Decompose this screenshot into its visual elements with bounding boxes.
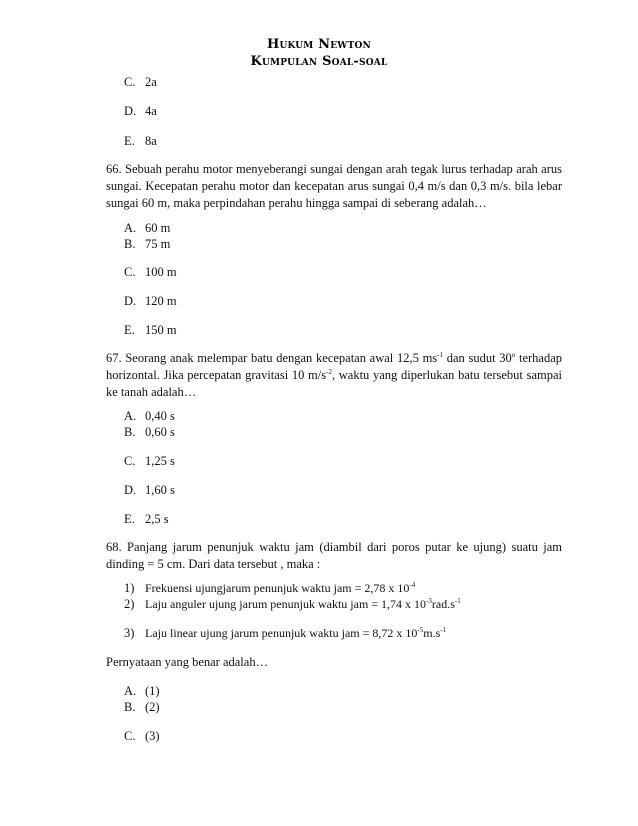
option-letter: D. — [124, 104, 137, 118]
option-letter: C. — [124, 75, 136, 89]
statement-text: Laju anguler ujung jarum penunjuk waktu jam = 1,74 x $10^{-3}rad.s^{-1}$ — [145, 597, 461, 611]
option-letter: C. — [124, 454, 136, 468]
header-title: Hukum Newton — [267, 37, 371, 52]
question-68-prompt: Pernyataan yang benar adalah… — [106, 655, 269, 669]
option-text: 2a — [145, 75, 157, 89]
option-text: 150 m — [145, 323, 177, 337]
option-text: (2) — [145, 700, 160, 714]
option-text: 75 m — [145, 237, 171, 251]
option-letter: E. — [124, 134, 135, 148]
option-letter: E. — [124, 323, 135, 337]
option-text: 8a — [145, 134, 157, 148]
option-letter: A. — [124, 684, 137, 698]
option-letter: D. — [124, 483, 137, 497]
option-letter: A. — [124, 409, 137, 423]
question-67-text: 67. Seorang anak melempar batu dengan kecepatan awal 12,5 $ms^{-1}$ dan sudut 30$^o$ terhadap horizontal. Jika percepatan gravitasi 10 $m/s^{-2}$, waktu yang diperlukan batu tersebut sampai ke tanah adalah… — [106, 351, 563, 399]
statement-number: 1) — [124, 581, 135, 595]
option-text: 120 m — [145, 294, 177, 308]
option-text: 1,25 s — [145, 454, 175, 468]
option-letter: B. — [124, 425, 136, 439]
option-text: (3) — [145, 729, 160, 743]
question-66-text: 66. Sebuah perahu motor menyeberangi sungai dengan arah tegak lurus terhadap arah arus sungai. Kecepatan perahu motor dan kecepatan arus sungai 0,4 m/s dan 0,3 m/s. bila lebar sungai 60 m, maka perpindahan perahu hingga sampai di seberang adalah… — [106, 162, 562, 210]
option-text: 4a — [145, 104, 157, 118]
statement-text: Frekuensi ujungjarum penunjuk waktu jam = 2,78 x $10^{-4}$ — [145, 581, 416, 595]
option-text: (1) — [145, 684, 160, 698]
option-letter: D. — [124, 294, 137, 308]
question-68-text: 68. Panjang jarum penunjuk waktu jam (diambil dari poros putar ke ujung) suatu jam dinding = 5 cm. Dari data tersebut , maka : — [106, 540, 562, 571]
option-text: 0,60 s — [145, 425, 175, 439]
statement-number: 3) — [124, 626, 135, 640]
option-letter: E. — [124, 512, 135, 526]
option-text: 60 m — [145, 221, 171, 235]
option-letter: C. — [124, 265, 136, 279]
statement-number: 2) — [124, 597, 135, 611]
option-letter: B. — [124, 237, 136, 251]
option-text: 0,40 s — [145, 409, 175, 423]
option-text: 1,60 s — [145, 483, 175, 497]
option-letter: B. — [124, 700, 136, 714]
option-text: 100 m — [145, 265, 177, 279]
header-subtitle: Kumpulan Soal-soal — [250, 54, 388, 69]
statement-text: Laju linear ujung jarum penunjuk waktu jam = 8,72 x $10^{-5}m.s^{-1}$ — [145, 626, 447, 640]
option-text: 2,5 s — [145, 512, 169, 526]
option-letter: A. — [124, 221, 137, 235]
option-letter: C. — [124, 729, 136, 743]
